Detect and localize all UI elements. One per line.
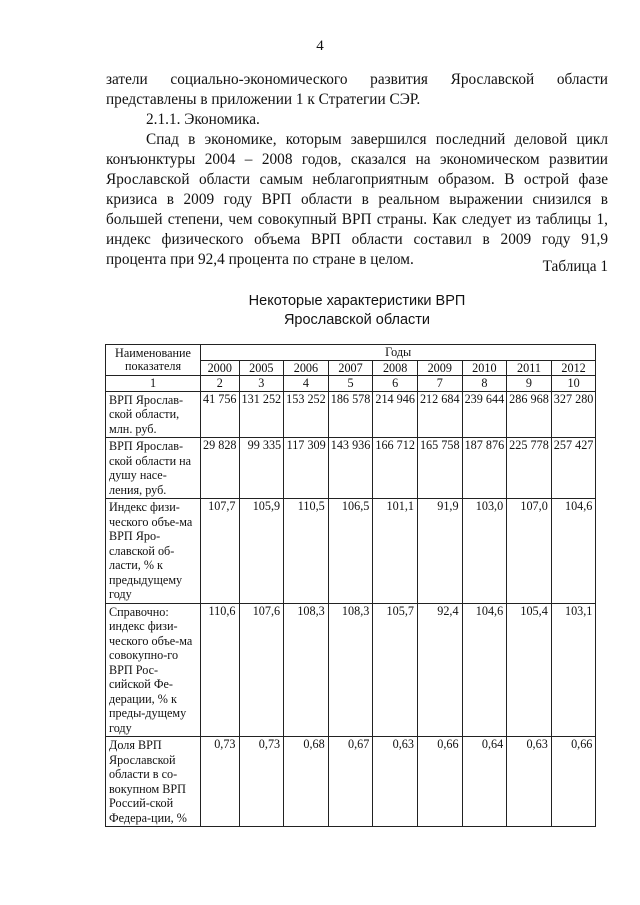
header-years: Годы: [201, 345, 596, 361]
value-cell: 153 252: [284, 391, 329, 438]
year-cell: 2010: [462, 360, 507, 376]
row-label: ВРП Ярослав-ской области, млн. руб.: [106, 391, 201, 438]
value-cell: 103,0: [462, 499, 507, 604]
index-cell: 8: [462, 376, 507, 392]
value-cell: 107,6: [239, 603, 284, 737]
value-cell: 106,5: [328, 499, 373, 604]
value-cell: 0,66: [417, 737, 462, 827]
value-cell: 187 876: [462, 438, 507, 499]
value-cell: 212 684: [417, 391, 462, 438]
value-cell: 131 252: [239, 391, 284, 438]
value-cell: 103,1: [551, 603, 596, 737]
index-cell: 2: [201, 376, 240, 392]
value-cell: 165 758: [417, 438, 462, 499]
year-cell: 2000: [201, 360, 240, 376]
value-cell: 105,4: [507, 603, 552, 737]
value-cell: 0,64: [462, 737, 507, 827]
section-heading: 2.1.1. Экономика.: [146, 111, 260, 128]
value-cell: 110,6: [201, 603, 240, 737]
table-row: [106, 391, 596, 438]
value-cell: 117 309: [284, 438, 329, 499]
table-row: [106, 438, 596, 499]
value-cell: 92,4: [417, 603, 462, 737]
value-cell: 107,7: [201, 499, 240, 604]
value-cell: 327 280: [551, 391, 596, 438]
value-cell: 186 578: [328, 391, 373, 438]
table-title: [106, 292, 608, 330]
value-cell: 108,3: [284, 603, 329, 737]
table-caption: Таблица 1: [542, 258, 608, 275]
value-cell: 257 427: [551, 438, 596, 499]
grp-table: [105, 344, 596, 827]
value-cell: 225 778: [507, 438, 552, 499]
value-cell: 29 828: [201, 438, 240, 499]
row-label: ВРП Ярослав-ской области на душу насе-ления, руб.: [106, 438, 201, 499]
year-cell: 2007: [328, 360, 373, 376]
value-cell: 107,0: [507, 499, 552, 604]
value-cell: 104,6: [462, 603, 507, 737]
value-cell: 108,3: [328, 603, 373, 737]
value-cell: 104,6: [551, 499, 596, 604]
row-label: Индекс физи-ческого объе-ма ВРП Яро-славской об-ласти, % к предыдущему году: [106, 499, 201, 604]
value-cell: 143 936: [328, 438, 373, 499]
value-cell: 239 644: [462, 391, 507, 438]
table-row: [106, 603, 596, 737]
body-text: [106, 70, 608, 270]
row-label: Справочно: индекс физи-ческого объе-ма совокупно-го ВРП Рос-сийской Фе-дерации, % к преды-дущему году: [106, 603, 201, 737]
table-header-row: [106, 345, 596, 361]
paragraph-economy: Спад в экономике, которым завершился последний деловой цикл конъюнктуры 2004 – 2008 годов, сказался на экономическом развитии Ярославской области самым неблагоприятным образом. В острой фазе кризиса в 2009 году ВРП области в реальном выражении снизился в большей степени, чем совокупный ВРП страны. Как следует из таблицы 1, индекс физического объема ВРП области составил в 2009 году 91,9 процента при 92,4 процента по стране в целом.: [106, 131, 608, 268]
value-cell: 0,63: [373, 737, 418, 827]
value-cell: 0,73: [201, 737, 240, 827]
index-cell: 7: [417, 376, 462, 392]
index-cell: 1: [106, 376, 201, 392]
value-cell: 91,9: [417, 499, 462, 604]
value-cell: 0,63: [507, 737, 552, 827]
table-row: [106, 737, 596, 827]
index-cell: 4: [284, 376, 329, 392]
table-index-row: [106, 376, 596, 392]
value-cell: 110,5: [284, 499, 329, 604]
index-cell: 10: [551, 376, 596, 392]
value-cell: 99 335: [239, 438, 284, 499]
value-cell: 0,66: [551, 737, 596, 827]
year-cell: 2005: [239, 360, 284, 376]
value-cell: 0,67: [328, 737, 373, 827]
year-cell: 2009: [417, 360, 462, 376]
index-cell: 3: [239, 376, 284, 392]
table-row: [106, 499, 596, 604]
index-cell: 6: [373, 376, 418, 392]
index-cell: 9: [507, 376, 552, 392]
value-cell: 214 946: [373, 391, 418, 438]
value-cell: 105,9: [239, 499, 284, 604]
value-cell: 41 756: [201, 391, 240, 438]
year-cell: 2011: [507, 360, 552, 376]
year-cell: 2006: [284, 360, 329, 376]
table-title-line-1: Некоторые характеристики ВРП: [248, 293, 466, 309]
value-cell: 101,1: [373, 499, 418, 604]
page-number: 4: [316, 38, 324, 54]
year-cell: 2008: [373, 360, 418, 376]
header-indicator-name: Наименование показателя: [106, 345, 201, 376]
value-cell: 0,68: [284, 737, 329, 827]
value-cell: 166 712: [373, 438, 418, 499]
paragraph-continuation: затели социально-экономического развития Ярославской области представлены в приложении 1 к Стратегии СЭР.: [106, 71, 608, 108]
value-cell: 0,73: [239, 737, 284, 827]
value-cell: 105,7: [373, 603, 418, 737]
table-title-line-2: Ярославской области: [283, 312, 431, 328]
year-cell: 2012: [551, 360, 596, 376]
row-label: Доля ВРП Ярославской области в со-вокупном ВРП Россий-ской Федера-ции, %: [106, 737, 201, 827]
index-cell: 5: [328, 376, 373, 392]
value-cell: 286 968: [507, 391, 552, 438]
